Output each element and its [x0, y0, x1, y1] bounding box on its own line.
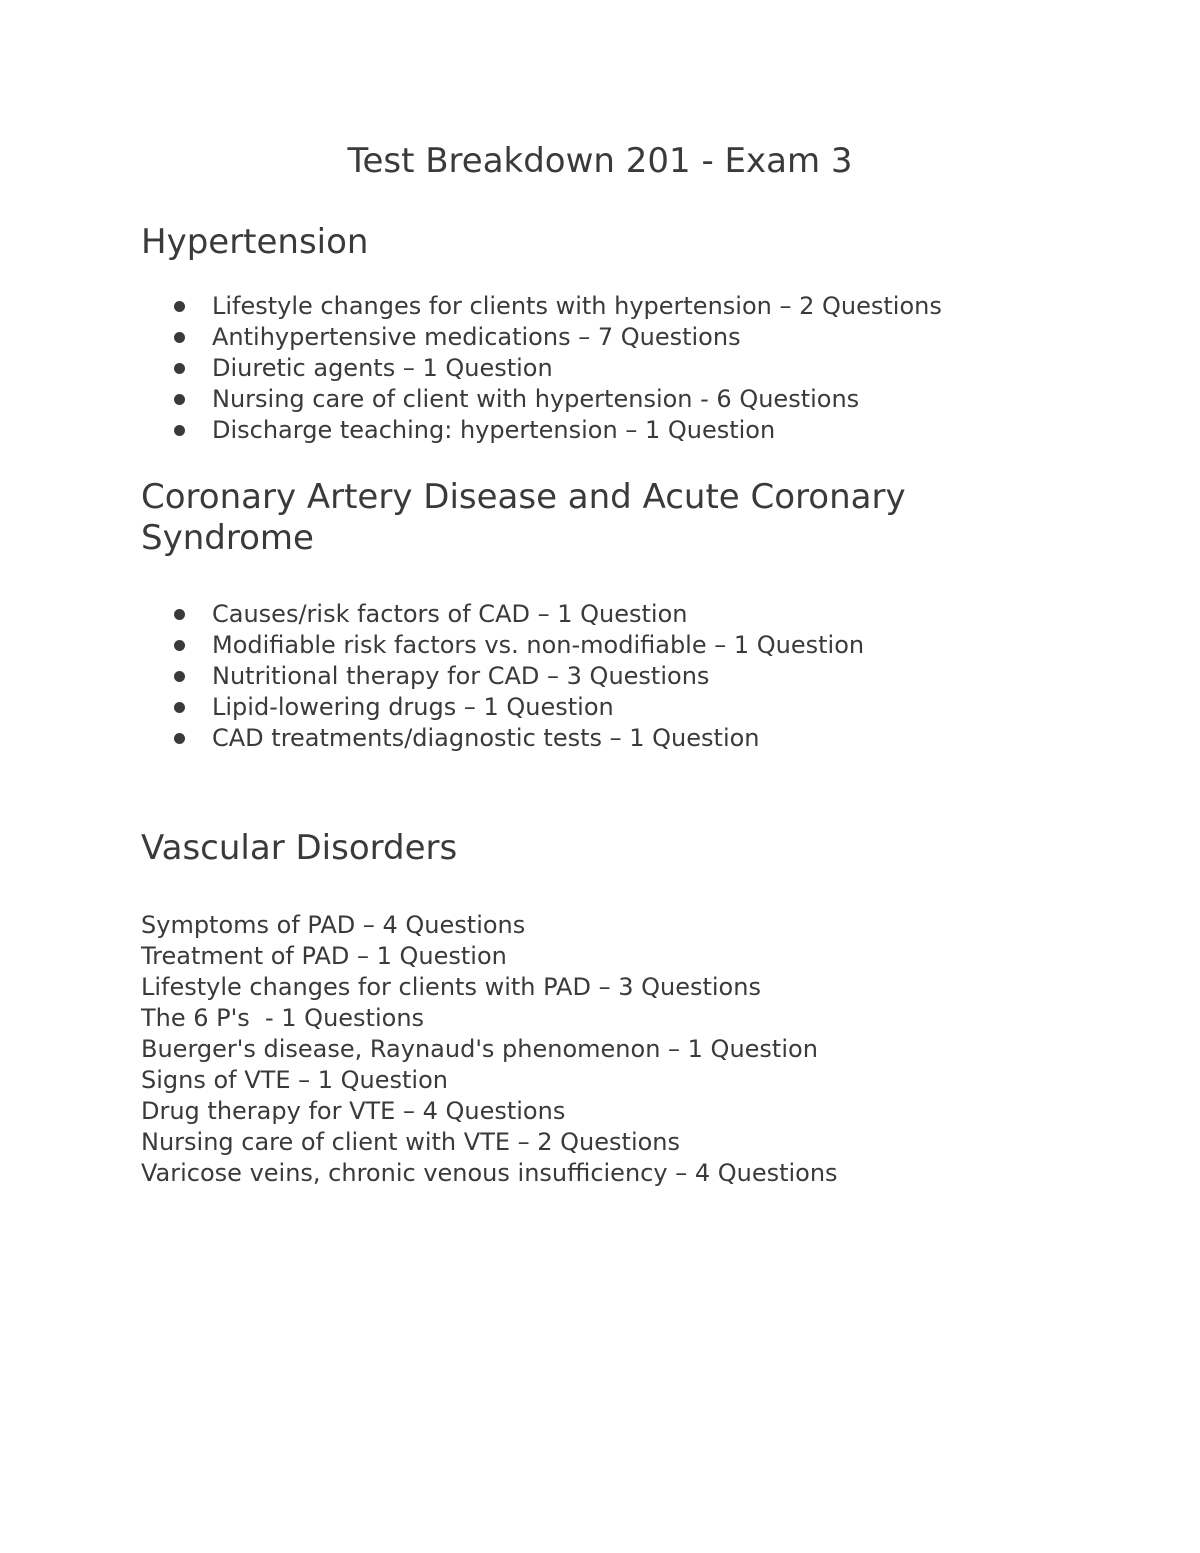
bullet-icon: [174, 394, 185, 405]
list-item: Lipid-lowering drugs – 1 Question: [141, 692, 864, 723]
list-item: Causes/risk factors of CAD – 1 Question: [141, 599, 864, 630]
heading-line: Syndrome: [141, 518, 314, 558]
list-item: Nursing care of client with VTE – 2 Questions: [141, 1128, 681, 1156]
list-item: Modifiable risk factors vs. non-modifiable – 1 Question: [141, 630, 864, 661]
bullet-icon: [174, 609, 185, 620]
section-heading-vascular: Vascular Disorders: [141, 828, 458, 868]
list-item: Antihypertensive medications – 7 Questions: [141, 322, 942, 353]
list-item: Drug therapy for VTE – 4 Questions: [141, 1097, 566, 1125]
bullet-icon: [174, 301, 185, 312]
bullet-icon: [174, 671, 185, 682]
hypertension-list: [141, 291, 942, 446]
list-item: The 6 P's - 1 Questions: [141, 1004, 425, 1032]
list-item: Diuretic agents – 1 Question: [141, 353, 942, 384]
list-item: Nutritional therapy for CAD – 3 Questions: [141, 661, 864, 692]
list-item: Lifestyle changes for clients with PAD – 3 Questions: [141, 973, 761, 1001]
list-item: Symptoms of PAD – 4 Questions: [141, 911, 526, 939]
list-item: Nursing care of client with hypertension - 6 Questions: [141, 384, 942, 415]
bullet-icon: [174, 702, 185, 713]
list-item: Lifestyle changes for clients with hypertension – 2 Questions: [141, 291, 942, 322]
bullet-icon: [174, 733, 185, 744]
vascular-list: [141, 910, 838, 1189]
bullet-icon: [174, 640, 185, 651]
bullet-icon: [174, 425, 185, 436]
list-item: Varicose veins, chronic venous insufficiency – 4 Questions: [141, 1159, 838, 1187]
list-item: Buerger's disease, Raynaud's phenomenon – 1 Question: [141, 1035, 818, 1063]
list-item: Discharge teaching: hypertension – 1 Question: [141, 415, 942, 446]
bullet-icon: [174, 363, 185, 374]
cad-list: [141, 599, 864, 754]
bullet-icon: [174, 332, 185, 343]
document-title: Test Breakdown 201 - Exam 3: [347, 141, 853, 181]
heading-line: Coronary Artery Disease and Acute Coronary: [141, 477, 906, 517]
list-item: Treatment of PAD – 1 Question: [141, 942, 507, 970]
list-item: CAD treatments/diagnostic tests – 1 Question: [141, 723, 864, 754]
section-heading-hypertension: Hypertension: [141, 222, 369, 262]
section-heading-cad-acs: [141, 477, 1061, 559]
list-item: Signs of VTE – 1 Question: [141, 1066, 448, 1094]
